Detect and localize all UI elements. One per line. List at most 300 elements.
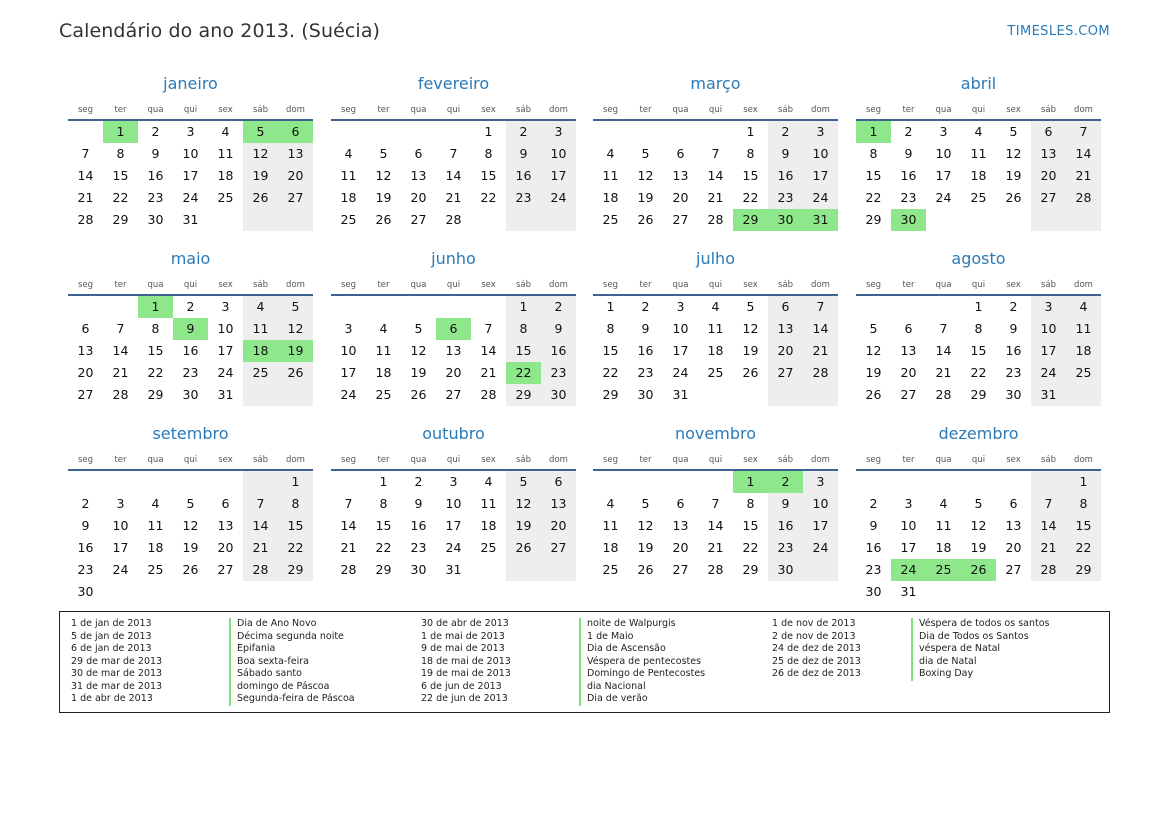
weekday-label: qua [672, 280, 689, 290]
day-cell: 13 [550, 496, 567, 511]
day-cell: 3 [676, 299, 685, 314]
day-cell: 7 [344, 496, 353, 511]
day-cell: 26 [252, 190, 269, 205]
day-cell: 17 [900, 540, 917, 555]
weekday-label: dom [1074, 455, 1093, 465]
day-cell: 26 [637, 562, 654, 577]
day-cell: 17 [550, 168, 567, 183]
day-cell: 13 [77, 343, 94, 358]
day-cell: 24 [340, 387, 357, 402]
day-cell: 21 [935, 365, 952, 380]
day-cell: 30 [637, 387, 654, 402]
day-cell: 6 [414, 146, 423, 161]
day-cell: 20 [287, 168, 304, 183]
legend-holiday-date: 26 de dez de 2013 [772, 668, 861, 679]
day-cell: 13 [1040, 146, 1057, 161]
weekday-label: ter [902, 105, 915, 115]
day-cell: 8 [1079, 496, 1088, 511]
month-dezembro [856, 424, 1101, 599]
day-cell: 26 [515, 540, 532, 555]
day-cell: 14 [340, 518, 357, 533]
weekday-label: seg [77, 455, 94, 465]
legend-holiday-name: Véspera de todos os santos [911, 618, 1049, 631]
weekday-label: qua [935, 280, 952, 290]
day-cell: 24 [182, 190, 199, 205]
holiday-day-cell: 31 [803, 209, 838, 231]
day-cell: 28 [252, 562, 269, 577]
weekday-label: seg [602, 455, 619, 465]
weekday-label: seg [340, 105, 357, 115]
legend-names-col-2 [579, 618, 705, 706]
day-cell: 26 [182, 562, 199, 577]
day-cell: 18 [602, 190, 619, 205]
day-cell: 28 [707, 562, 724, 577]
day-cell: 4 [484, 474, 493, 489]
day-cell: 4 [151, 496, 160, 511]
day-cell: 15 [375, 518, 392, 533]
weekday-label: qui [183, 105, 198, 115]
day-cell: 5 [1009, 124, 1018, 139]
legend-holiday-name: Décima segunda noite [229, 631, 355, 644]
day-cell: 2 [554, 299, 563, 314]
holiday-day-cell: 6 [278, 121, 313, 143]
weekday-header [68, 105, 313, 118]
day-cell: 26 [865, 387, 882, 402]
weekday-label: ter [114, 280, 127, 290]
day-cell: 19 [375, 190, 392, 205]
weekday-label: qui [708, 455, 723, 465]
legend-holiday-name: dia de Natal [911, 656, 1049, 669]
day-cell: 27 [1005, 562, 1022, 577]
day-cell: 2 [641, 299, 650, 314]
day-cell: 29 [287, 562, 304, 577]
day-cell: 13 [1005, 518, 1022, 533]
day-cell: 29 [147, 387, 164, 402]
weekday-label: qua [147, 455, 164, 465]
day-cell: 8 [484, 146, 493, 161]
day-cell: 19 [182, 540, 199, 555]
day-cell: 16 [1005, 343, 1022, 358]
day-cell: 3 [186, 124, 195, 139]
day-cell: 16 [77, 540, 94, 555]
weekday-label: qui [708, 280, 723, 290]
day-cell: 22 [480, 190, 497, 205]
legend-names-col-1 [229, 618, 355, 706]
day-cell: 11 [707, 321, 724, 336]
day-cell: 23 [900, 190, 917, 205]
day-cell: 19 [1005, 168, 1022, 183]
legend-holiday-name: domingo de Páscoa [229, 681, 355, 694]
brand-link[interactable]: TIMESLES.COM [1007, 24, 1110, 39]
day-cell: 9 [81, 518, 90, 533]
month-abril [856, 74, 1101, 249]
day-cell: 24 [445, 540, 462, 555]
weekday-header [331, 455, 576, 468]
legend-holiday-date: 30 de mar de 2013 [71, 668, 163, 679]
legend-holiday-date: 31 de mar de 2013 [71, 680, 163, 692]
day-cell: 16 [900, 168, 917, 183]
legend-holiday-name: véspera de Natal [911, 643, 1049, 656]
day-cell: 31 [1040, 387, 1057, 402]
day-cell: 18 [935, 540, 952, 555]
holiday-day-cell: 30 [768, 209, 803, 231]
day-cell: 7 [939, 321, 948, 336]
weekday-label: seg [340, 280, 357, 290]
day-cell: 13 [777, 321, 794, 336]
legend-dates-col-3 [772, 618, 861, 681]
day-cell: 10 [340, 343, 357, 358]
day-cell: 22 [1075, 540, 1092, 555]
weekday-label: sáb [252, 455, 269, 465]
day-cell: 25 [602, 212, 619, 227]
weekday-label: ter [377, 280, 390, 290]
day-cell: 20 [445, 365, 462, 380]
legend-names-col-3 [911, 618, 1049, 681]
day-cell: 9 [641, 321, 650, 336]
day-cell: 28 [480, 387, 497, 402]
weekday-label: qui [708, 105, 723, 115]
day-cell: 3 [1044, 299, 1053, 314]
day-cell: 30 [77, 584, 94, 599]
weekday-label: sex [1006, 455, 1021, 465]
weekday-label: seg [340, 455, 357, 465]
day-cell: 20 [777, 343, 794, 358]
day-cell: 21 [707, 190, 724, 205]
day-cell: 14 [1040, 518, 1057, 533]
day-cell: 23 [410, 540, 427, 555]
weekday-label: sáb [1040, 105, 1057, 115]
month-name: novembro [675, 424, 756, 443]
legend-holiday-date: 18 de mai de 2013 [421, 655, 511, 667]
day-cell: 29 [602, 387, 619, 402]
legend-holiday-name: Dia de verão [579, 693, 705, 706]
day-cell: 22 [112, 190, 129, 205]
weekday-label: seg [602, 280, 619, 290]
day-cell: 19 [865, 365, 882, 380]
weekday-header [856, 105, 1101, 118]
day-cell: 15 [287, 518, 304, 533]
weekday-label: dom [811, 105, 830, 115]
day-cell: 3 [554, 124, 563, 139]
day-cell: 24 [812, 190, 829, 205]
day-cell: 23 [77, 562, 94, 577]
legend-holiday-date: 25 de dez de 2013 [772, 655, 861, 667]
weekday-label: sex [743, 455, 758, 465]
day-cell: 2 [519, 124, 528, 139]
weekday-label: sáb [777, 105, 794, 115]
day-cell: 31 [217, 387, 234, 402]
day-cell: 12 [1005, 146, 1022, 161]
day-cell: 12 [970, 518, 987, 533]
day-cell: 17 [672, 343, 689, 358]
day-cell: 5 [974, 496, 983, 511]
weekday-label: seg [865, 105, 882, 115]
day-cell: 6 [81, 321, 90, 336]
day-cell: 2 [186, 299, 195, 314]
day-cell: 25 [480, 540, 497, 555]
weekday-label: ter [639, 455, 652, 465]
day-cell: 12 [637, 518, 654, 533]
day-cell: 14 [112, 343, 129, 358]
holiday-day-cell: 1 [138, 296, 173, 318]
day-cell: 4 [1079, 299, 1088, 314]
day-cell: 20 [410, 190, 427, 205]
legend-holiday-name: Boxing Day [911, 668, 1049, 681]
day-cell: 2 [869, 496, 878, 511]
holiday-day-cell: 25 [926, 559, 961, 581]
day-cell: 14 [935, 343, 952, 358]
day-cell: 9 [1009, 321, 1018, 336]
weekday-label: sex [743, 280, 758, 290]
day-cell: 7 [1044, 496, 1053, 511]
day-cell: 25 [970, 190, 987, 205]
day-cell: 28 [935, 387, 952, 402]
day-cell: 29 [970, 387, 987, 402]
month-name: abril [960, 74, 997, 93]
day-cell: 16 [550, 343, 567, 358]
day-cell: 10 [182, 146, 199, 161]
day-cell: 2 [1009, 299, 1018, 314]
day-cell: 18 [970, 168, 987, 183]
day-cell: 3 [904, 496, 913, 511]
legend-dates-col-1 [71, 618, 162, 706]
day-cell: 11 [252, 321, 269, 336]
day-cell: 18 [1075, 343, 1092, 358]
day-cell: 16 [777, 168, 794, 183]
day-cell: 4 [939, 496, 948, 511]
day-cell: 26 [375, 212, 392, 227]
day-cell: 27 [900, 387, 917, 402]
weekday-label: qui [183, 455, 198, 465]
day-cell: 19 [515, 518, 532, 533]
day-cell: 4 [606, 146, 615, 161]
weekday-label: qua [410, 280, 427, 290]
weekday-label: dom [811, 280, 830, 290]
day-cell: 29 [375, 562, 392, 577]
day-cell: 3 [344, 321, 353, 336]
weekday-label: sex [743, 105, 758, 115]
day-cell: 9 [904, 146, 913, 161]
day-cell: 28 [340, 562, 357, 577]
day-cell: 3 [221, 299, 230, 314]
day-cell: 26 [410, 387, 427, 402]
day-cell: 19 [970, 540, 987, 555]
month-novembro [593, 424, 838, 599]
weekday-label: sáb [1040, 455, 1057, 465]
holiday-day-cell: 29 [733, 209, 768, 231]
day-cell: 9 [781, 496, 790, 511]
weekday-label: sex [481, 455, 496, 465]
day-cell: 15 [112, 168, 129, 183]
legend-holiday-date: 22 de jun de 2013 [421, 693, 508, 704]
days-grid [331, 121, 576, 253]
day-cell: 13 [672, 168, 689, 183]
legend-dates-col-2 [421, 618, 511, 706]
weekday-label: dom [286, 105, 305, 115]
day-cell: 23 [515, 190, 532, 205]
day-cell: 8 [116, 146, 125, 161]
legend-holiday-name: dia Nacional [579, 681, 705, 694]
day-cell: 30 [147, 212, 164, 227]
day-cell: 2 [151, 124, 160, 139]
day-cell: 27 [410, 212, 427, 227]
day-cell: 8 [291, 496, 300, 511]
day-cell: 25 [340, 212, 357, 227]
month-maio [68, 249, 313, 424]
day-cell: 29 [515, 387, 532, 402]
day-cell: 10 [900, 518, 917, 533]
days-grid [856, 296, 1101, 428]
legend-holiday-name: Sábado santo [229, 668, 355, 681]
day-cell: 17 [217, 343, 234, 358]
weekday-label: ter [114, 455, 127, 465]
weekday-label: ter [114, 105, 127, 115]
weekday-label: qui [971, 455, 986, 465]
day-cell: 26 [1005, 190, 1022, 205]
day-cell: 25 [602, 562, 619, 577]
weekday-label: seg [602, 105, 619, 115]
day-cell: 27 [672, 562, 689, 577]
day-cell: 25 [1075, 365, 1092, 380]
day-cell: 28 [812, 365, 829, 380]
day-cell: 19 [252, 168, 269, 183]
day-cell: 7 [81, 146, 90, 161]
day-cell: 28 [1040, 562, 1057, 577]
month-setembro [68, 424, 313, 599]
legend-holiday-date: 1 de nov de 2013 [772, 618, 856, 629]
weekday-label: dom [549, 105, 568, 115]
day-cell: 26 [287, 365, 304, 380]
holiday-day-cell: 22 [506, 362, 541, 384]
day-cell: 11 [480, 496, 497, 511]
day-cell: 27 [672, 212, 689, 227]
day-cell: 21 [1075, 168, 1092, 183]
day-cell: 16 [147, 168, 164, 183]
day-cell: 5 [641, 146, 650, 161]
day-cell: 5 [869, 321, 878, 336]
day-cell: 10 [812, 496, 829, 511]
weekday-label: seg [865, 280, 882, 290]
day-cell: 11 [340, 168, 357, 183]
day-cell: 4 [221, 124, 230, 139]
day-cell: 21 [707, 540, 724, 555]
day-cell: 19 [637, 190, 654, 205]
day-cell: 29 [1075, 562, 1092, 577]
day-cell: 22 [602, 365, 619, 380]
day-cell: 23 [865, 562, 882, 577]
day-cell: 14 [812, 321, 829, 336]
day-cell: 3 [939, 124, 948, 139]
day-cell: 31 [445, 562, 462, 577]
holiday-day-cell: 1 [856, 121, 891, 143]
day-cell: 30 [182, 387, 199, 402]
day-cell: 24 [550, 190, 567, 205]
day-cell: 20 [1005, 540, 1022, 555]
day-cell: 4 [344, 146, 353, 161]
weekday-label: dom [286, 280, 305, 290]
day-cell: 15 [970, 343, 987, 358]
day-cell: 6 [781, 299, 790, 314]
day-cell: 27 [1040, 190, 1057, 205]
holiday-day-cell: 6 [436, 318, 471, 340]
day-cell: 7 [1079, 124, 1088, 139]
day-cell: 11 [970, 146, 987, 161]
weekday-label: qua [672, 455, 689, 465]
legend-holiday-name: Dia de Ano Novo [229, 618, 355, 631]
day-cell: 22 [865, 190, 882, 205]
weekday-label: dom [286, 455, 305, 465]
day-cell: 9 [519, 146, 528, 161]
day-cell: 3 [816, 474, 825, 489]
legend-holiday-date: 29 de mar de 2013 [71, 655, 163, 667]
legend-holiday-name: Dia de Todos os Santos [911, 631, 1049, 644]
day-cell: 18 [480, 518, 497, 533]
day-cell: 11 [375, 343, 392, 358]
day-cell: 23 [777, 540, 794, 555]
day-cell: 1 [974, 299, 983, 314]
holiday-day-cell: 5 [243, 121, 278, 143]
weekday-label: sáb [777, 455, 794, 465]
weekday-label: qua [935, 105, 952, 115]
days-grid [856, 121, 1101, 253]
day-cell: 5 [291, 299, 300, 314]
day-cell: 6 [904, 321, 913, 336]
day-cell: 23 [550, 365, 567, 380]
day-cell: 2 [904, 124, 913, 139]
day-cell: 5 [379, 146, 388, 161]
day-cell: 3 [116, 496, 125, 511]
day-cell: 6 [1009, 496, 1018, 511]
month-name: julho [696, 249, 735, 268]
day-cell: 12 [252, 146, 269, 161]
weekday-header [856, 280, 1101, 293]
day-cell: 27 [550, 540, 567, 555]
day-cell: 17 [812, 168, 829, 183]
months-grid [68, 74, 1102, 606]
weekday-label: seg [865, 455, 882, 465]
day-cell: 23 [1005, 365, 1022, 380]
holiday-day-cell: 30 [891, 209, 926, 231]
day-cell: 12 [287, 321, 304, 336]
month-junho [331, 249, 576, 424]
day-cell: 12 [865, 343, 882, 358]
day-cell: 23 [182, 365, 199, 380]
legend-holiday-name: noite de Walpurgis [579, 618, 705, 631]
day-cell: 11 [147, 518, 164, 533]
day-cell: 8 [151, 321, 160, 336]
month-janeiro [68, 74, 313, 249]
month-fevereiro [331, 74, 576, 249]
day-cell: 11 [602, 518, 619, 533]
day-cell: 10 [812, 146, 829, 161]
day-cell: 23 [637, 365, 654, 380]
days-grid [593, 296, 838, 428]
day-cell: 31 [182, 212, 199, 227]
month-name: março [690, 74, 741, 93]
day-cell: 17 [182, 168, 199, 183]
weekday-label: seg [77, 105, 94, 115]
weekday-label: qua [672, 105, 689, 115]
day-cell: 18 [602, 540, 619, 555]
day-cell: 23 [147, 190, 164, 205]
legend-holiday-name: Domingo de Pentecostes [579, 668, 705, 681]
weekday-label: sex [1006, 280, 1021, 290]
legend-holiday-date: 1 de abr de 2013 [71, 693, 153, 704]
holiday-day-cell: 18 [243, 340, 278, 362]
holiday-day-cell: 9 [173, 318, 208, 340]
day-cell: 7 [116, 321, 125, 336]
day-cell: 25 [252, 365, 269, 380]
